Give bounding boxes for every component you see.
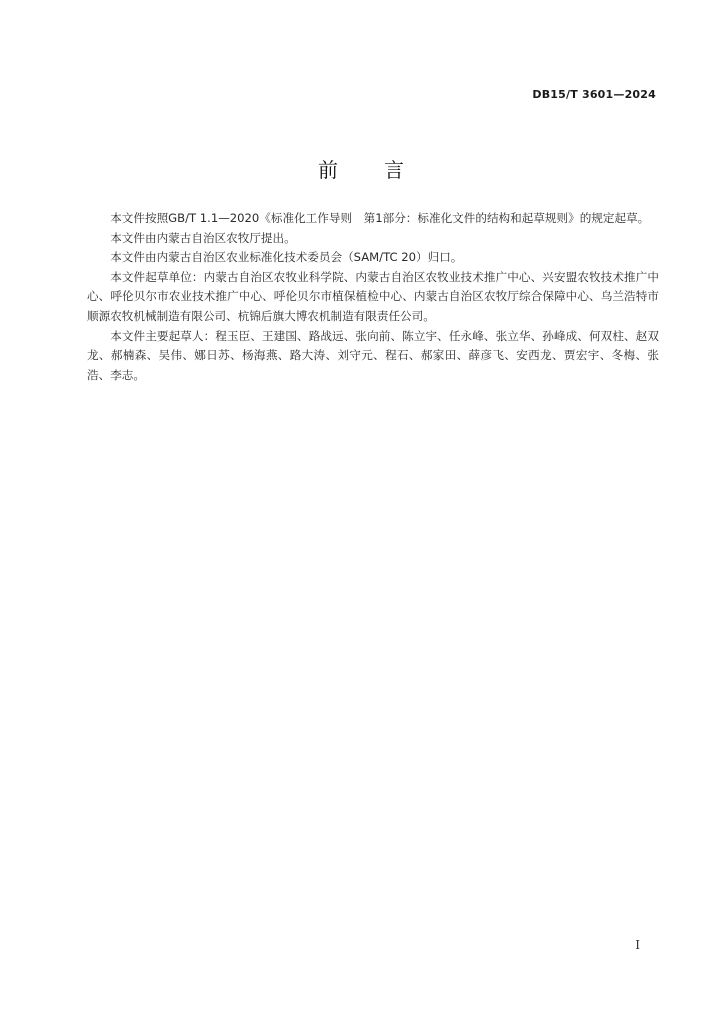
paragraph-drafting-basis: 本文件按照GB/T 1.1—2020《标准化工作导则 第1部分：标准化文件的结构和起草规则》的规定起草。 [110,211,650,225]
paragraph-proposer: 本文件由内蒙古自治区农牧厅提出。 [110,230,296,245]
paragraph-drafting-units: 本文件起草单位：内蒙古自治区农牧业科学院、内蒙古自治区农牧业技术推广中心、兴安盟农牧技术推广中心、呼伦贝尔市农业技术推广中心、呼伦贝尔市植保植检中心、内蒙古自治区农牧厅综合保障中心、乌兰浩特市顺源农牧机械制造有限公司、杭锦后旗大博农机制造有限责任公司。 [87,269,659,323]
page-title: 前 言 [318,158,406,182]
foreword-body [87,209,659,385]
page-number: I [635,938,640,952]
paragraph-drafters: 本文件主要起草人：程玉臣、王建国、路战远、张向前、陈立宇、任永峰、张立华、孙峰成、何双柱、赵双龙、郝楠森、吴伟、娜日苏、杨海燕、路大涛、刘守元、程石、郝家田、薛彦飞、安西龙、贾宏宇、冬梅、张浩、李志。 [87,328,659,382]
paragraph-technical-committee: 本文件由内蒙古自治区农业标准化技术委员会（SAM/TC 20）归口。 [110,250,463,265]
standard-code: DB15/T 3601—2024 [532,88,656,101]
